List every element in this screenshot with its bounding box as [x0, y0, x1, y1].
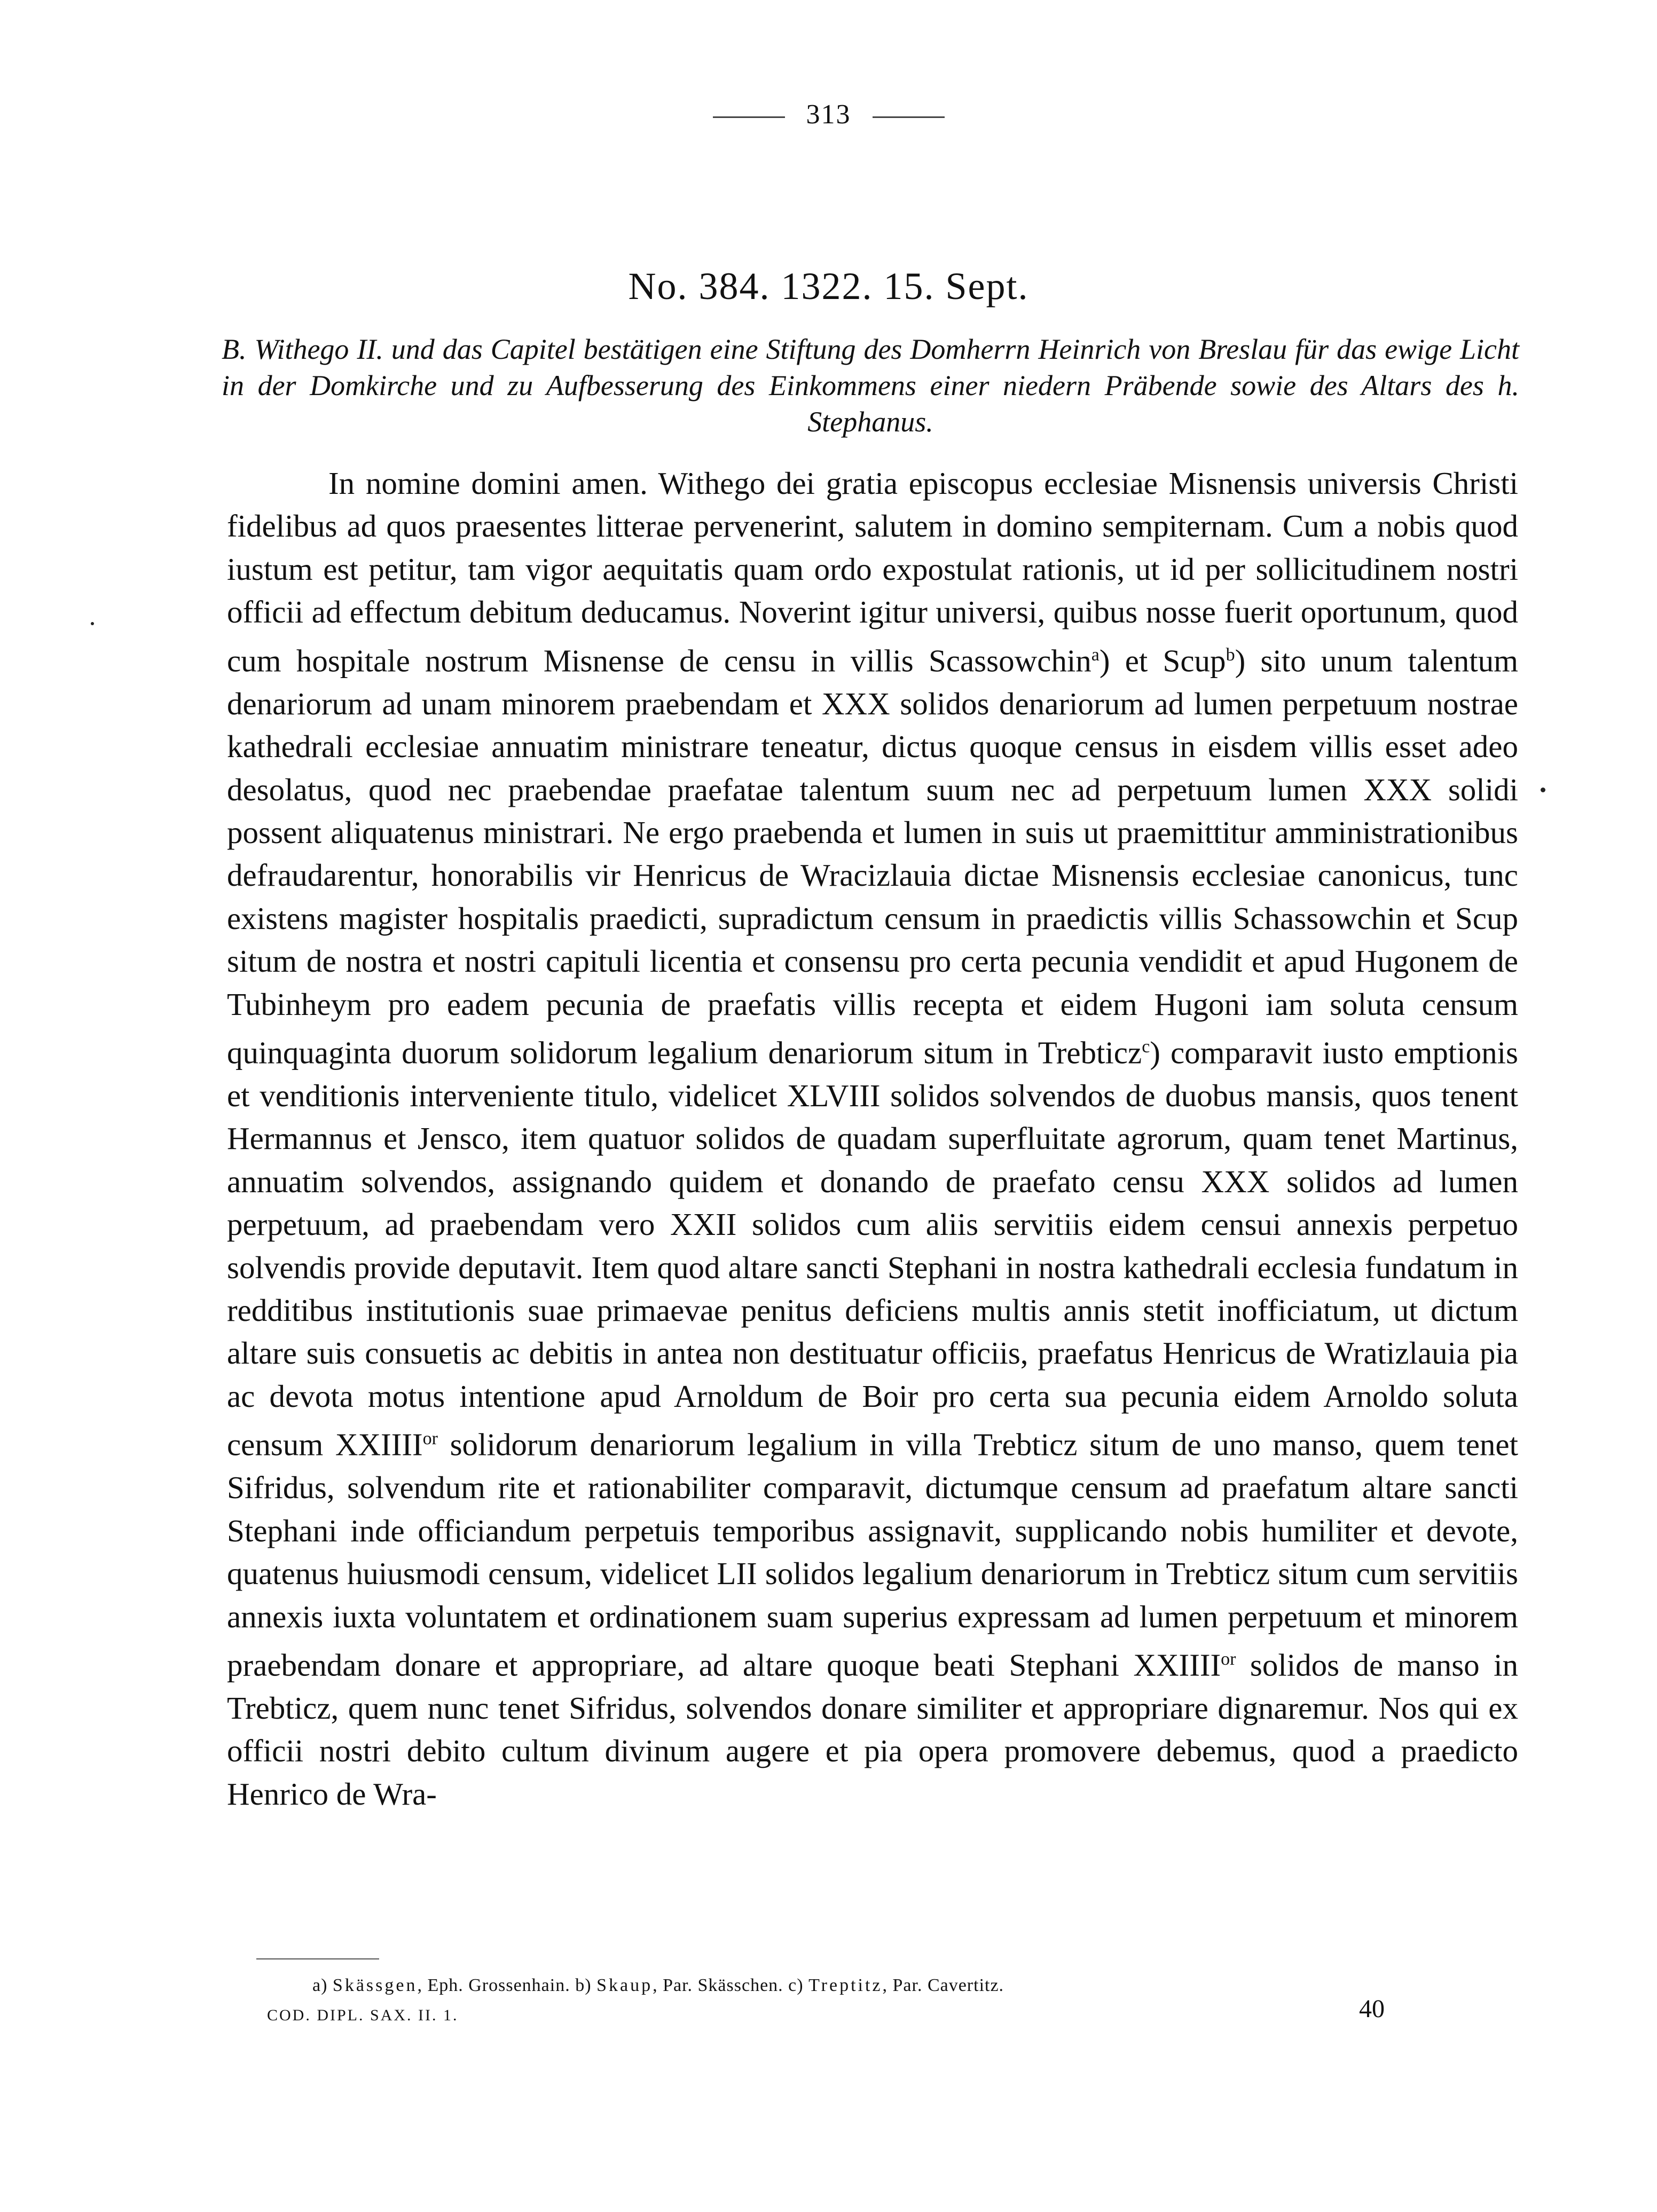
footnotes — [312, 1975, 1380, 1996]
footnote-b-rest: , Par. Skässchen. — [653, 1975, 783, 1995]
footnote-a-rest: , Eph. Grossenhain. — [417, 1975, 570, 1995]
print-speck — [1541, 788, 1545, 792]
print-speck — [91, 622, 94, 625]
footnote-b-place: Skaup — [596, 1975, 653, 1995]
running-header — [0, 99, 1657, 130]
charter-body-text: In nomine domini amen. Withego dei gratia episcopus ecclesiae Misnensis universis Christi fidelibus ad quos praesentes litterae pervenerint, salutem in domino sempiternam. Cum a nobis quod iustum est petitur, tam vigor aequitatis quam ordo expostulat rationis, ut id per sollicitudinem nostri officii ad effectum debitum deducamus. Noverint igitur universi, quibus nosse fuerit oportunum, quod cum hospitale nostrum Misnense de censu in villis Scassowchin$^a$) et Scup$^b$) sito unum talentum denariorum ad unam minorem praebendam et XXX solidos denariorum ad lumen perpetuum nostrae kathedrali ecclesiae annuatim ministrare teneatur, dictus quoque census in eisdem villis esset adeo desolatus, quod nec praebendae praefatae talentum suum nec ad perpetuum lumen XXX solidi possent aliquatenus ministrari. Ne ergo praebenda et lumen in suis ut praemittitur amministrationibus defraudarentur, honorabilis vir Henricus de Wracizlauia dictae Misnensis ecclesiae canonicus, tunc existens magister hospitalis praedicti, supradictum censum in praedictis villis Schassowchin et Scup situm de nostra et nostri capituli licentia et consensu pro certa pecunia vendidit et apud Hugonem de Tubinheym pro eadem pecunia de praefatis villis recepta et eidem Hugoni iam soluta censum quinquaginta duorum solidorum legalium denariorum situm in Trebticz$^c$) comparavit iusto emptionis et venditionis interveniente titulo, videlicet XLVIII solidos solvendos de duobus mansis, quos tenent Hermannus et Jensco, item quatuor solidos de quadam superfluitate agrorum, quam tenet Martinus, annuatim solvendos, assignando quidem et donando de praefato censu XXX solidos ad lumen perpetuum, ad praebendam vero XXII solidos cum aliis servitiis eidem censui annexis perpetuo solvendis provide deputavit. Item quod altare sancti Stephani in nostra kathedrali ecclesia fundatum in redditibus institutionis suae primaevae penitus deficiens multis annis stetit inofficiatum, ut dictum altare suis consuetis ac debitis in antea non destituatur officiis, praefatus Henricus de Wratizlauia pia ac devota motus intentione apud Arnoldum de Boir pro certa sua pecunia eidem Arnoldo soluta censum $XXIIII^{or}$ solidorum denariorum legalium in villa Trebticz situm de uno manso, quem tenet Sifridus, solvendum rite et rationabiliter comparavit, dictumque censum ad praefatum altare sancti Stephani inde officiandum perpetuis temporibus assignavit, supplicando nobis humiliter et devote, quatenus huiusmodi censum, videlicet LII solidos legalium denariorum in Trebticz situm cum servitiis annexis iuxta voluntatem et ordinationem suam superius expressam ad lumen perpetuum et minorem praebendam donare et appropriare, ad altare quoque beati Stephani $XXIIII^{or}$ solidos de manso in Trebticz, quem nunc tenet Sifridus, solvendos donare similiter et appropriare dignaremur. Nos qui ex officii nostri debito cultum divinum augere et pia opera promovere debemus, quod a praedicto Henrico de Wra- — [227, 466, 1519, 1812]
footnote-c-place: Treptitz — [808, 1975, 883, 1995]
superscript-mark: a — [1091, 644, 1100, 665]
regest-summary: B. Withego II. und das Capitel bestätigen eine Stiftung des Domherrn Heinrich von Breslau für das ewige Licht in der Domkirche und zu Aufbesserung des Einkommens einer niedern Präbende sowie des Altars des h. Stephanus. — [222, 333, 1519, 438]
document-number-title: No. 384. 1322. 15. Sept. — [628, 265, 1029, 308]
page-number: 313 — [806, 99, 851, 130]
footnote-a-mark: a) — [312, 1975, 328, 1995]
printer-signature: COD. DIPL. SAX. II. 1. — [267, 2006, 459, 2024]
superscript-mark: c — [1142, 1036, 1150, 1057]
header-dash-right — [873, 116, 945, 118]
footnote-rule — [256, 1958, 379, 1959]
sheet-number: 40 — [1359, 1995, 1385, 2023]
footnote-c-rest: , Par. Cavertitz. — [882, 1975, 1004, 1995]
superscript-mark: b — [1226, 644, 1235, 665]
footnote-a-place: Skässgen — [332, 1975, 418, 1995]
footnote-c-mark: c) — [788, 1975, 804, 1995]
superscript-mark: or — [1221, 1649, 1236, 1669]
footnote-b-mark: b) — [575, 1975, 592, 1995]
superscript-mark: or — [422, 1429, 438, 1449]
header-dash-left — [713, 116, 785, 118]
